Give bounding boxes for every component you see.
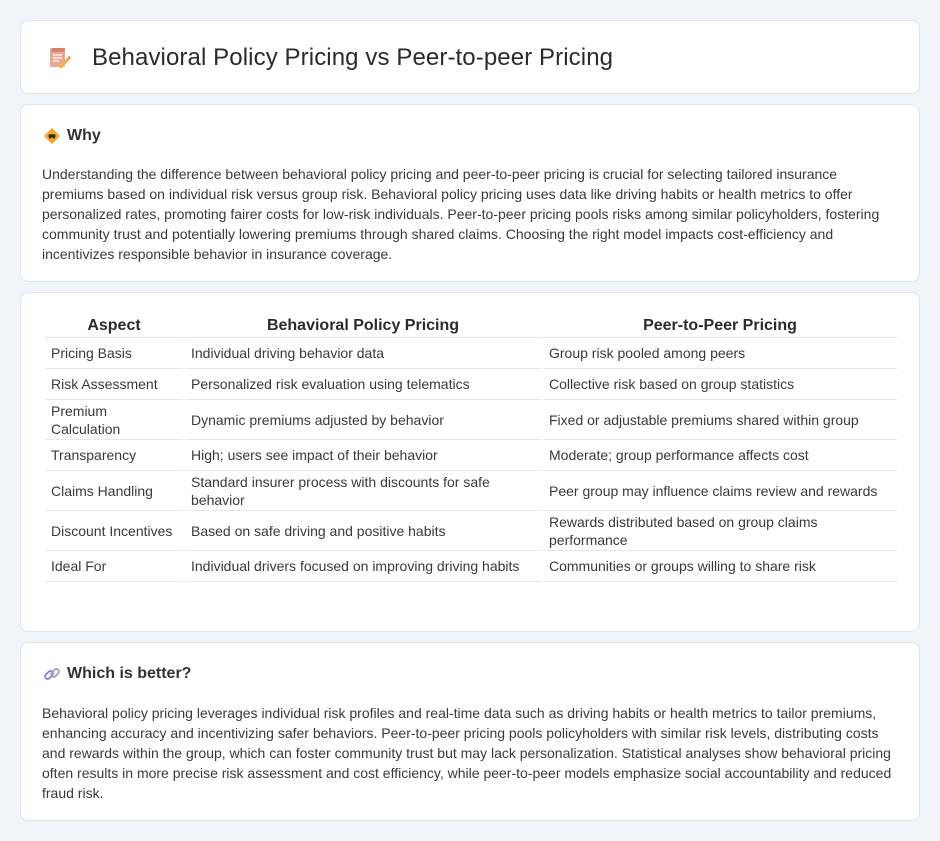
table-row (45, 369, 897, 400)
comparison-table (43, 314, 899, 582)
table-cell: Collective risk based on group statistics (543, 369, 897, 400)
table-cell: High; users see impact of their behavior (185, 440, 541, 471)
table-row (45, 338, 897, 369)
table-cell: Premium Calculation (45, 400, 183, 440)
column-header-peer: Peer-to-Peer Pricing (543, 314, 897, 338)
page-title: Behavioral Policy Pricing vs Peer-to-peer Pricing (92, 44, 614, 71)
table-cell: Pricing Basis (45, 338, 183, 369)
document-edit-icon (46, 45, 72, 71)
table-row (45, 471, 897, 511)
table-cell: Risk Assessment (45, 369, 183, 400)
comparison-card (20, 292, 920, 632)
table-cell: Standard insurer process with discounts for safe behavior (185, 471, 541, 511)
table-cell: Fixed or adjustable premiums shared within group (543, 400, 897, 440)
table-row (45, 400, 897, 440)
table-cell: Individual drivers focused on improving driving habits (185, 551, 541, 582)
table-cell: Peer group may influence claims review and rewards (543, 471, 897, 511)
better-header (43, 665, 191, 683)
warning-sign-icon (43, 127, 61, 145)
link-icon (43, 665, 61, 683)
table-row (45, 440, 897, 471)
table-cell: Individual driving behavior data (185, 338, 541, 369)
why-card (20, 104, 920, 282)
title-card (20, 20, 920, 94)
table-cell: Based on safe driving and positive habits (185, 511, 541, 551)
better-text: Behavioral policy pricing leverages individual risk profiles and real-time data such as driving habits or health metrics to tailor premiums, enhancing accuracy and incentivizing safer behaviors. Peer-to-peer pricing pools policyholders with similar risk levels, distributing costs and rewards within the group, which can foster community trust but may lack personalization. Statistical analyses show behavioral pricing often results in more precise risk assessment and cost efficiency, while peer-to-peer models emphasize social accountability and reduced fraud risk. (42, 705, 892, 801)
table-cell: Group risk pooled among peers (543, 338, 897, 369)
table-cell: Transparency (45, 440, 183, 471)
table-header-row (45, 314, 897, 338)
table-cell: Ideal For (45, 551, 183, 582)
table-cell: Discount Incentives (45, 511, 183, 551)
table-cell: Dynamic premiums adjusted by behavior (185, 400, 541, 440)
title-row (46, 44, 613, 72)
why-text: Understanding the difference between behavioral policy pricing and peer-to-peer pricing is crucial for selecting tailored insurance premiums based on individual risk versus group risk. Behavioral policy pricing uses data like driving habits or health metrics to offer personalized rates, promoting fairer costs for low-risk individuals. Peer-to-peer pricing pools risks among similar policyholders, fostering community trust and potentially lowering premiums through shared claims. Choosing the right model impacts cost-efficiency and incentivizes responsible behavior in insurance coverage. (42, 166, 880, 262)
better-heading: Which is better? (67, 665, 192, 682)
table-row (45, 511, 897, 551)
table-cell: Communities or groups willing to share risk (543, 551, 897, 582)
why-heading: Why (67, 127, 101, 144)
table-cell: Personalized risk evaluation using telematics (185, 369, 541, 400)
column-header-behavioral: Behavioral Policy Pricing (185, 314, 541, 338)
table-cell: Moderate; group performance affects cost (543, 440, 897, 471)
table-cell: Claims Handling (45, 471, 183, 511)
column-header-aspect: Aspect (45, 314, 183, 338)
better-card (20, 642, 920, 821)
why-header (43, 127, 101, 145)
table-row (45, 551, 897, 582)
table-cell: Rewards distributed based on group claims performance (543, 511, 897, 551)
